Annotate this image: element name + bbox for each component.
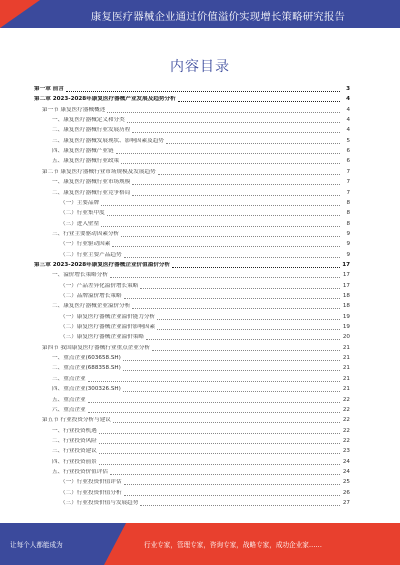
toc-page-number: 4 — [346, 117, 350, 124]
header-accent-shape — [0, 0, 40, 28]
toc-page-number: 9 — [346, 241, 350, 248]
toc-page-number: 24 — [342, 458, 350, 465]
toc-entry-title: 二、康复医疗器械企业溢价分析 — [52, 303, 131, 310]
toc-page-number: 8 — [346, 220, 350, 227]
toc-leader-dots — [140, 505, 340, 506]
toc-entry[interactable] — [34, 165, 350, 176]
toc-entry[interactable] — [34, 248, 350, 259]
toc-entry[interactable] — [34, 434, 350, 445]
toc-entry-title: （二）康复医疗器械企业溢价影响因素 — [60, 324, 156, 331]
toc-page-number: 23 — [342, 448, 350, 455]
toc-entry-title: 一、行业投资机遇 — [52, 427, 97, 434]
toc-entry[interactable] — [34, 196, 350, 207]
toc-page-number: 22 — [342, 437, 350, 444]
toc-entry-title: 一、重点企业(603658.SH) — [52, 355, 121, 362]
toc-entry[interactable] — [34, 393, 350, 404]
toc-page-number: 4 — [346, 127, 350, 134]
toc-entry-title: （一）行业驱动因素 — [60, 241, 111, 248]
toc-heading: 内容目录 — [170, 59, 230, 75]
toc-page-number: 9 — [346, 230, 350, 237]
toc-page-number: 17 — [342, 261, 350, 268]
toc-entry-title: （一）主要品牌 — [60, 199, 100, 206]
toc-entry[interactable] — [34, 299, 350, 310]
toc-entry-title: 第三章 2023-2028年康复医疗器械企业价值溢价分析 — [34, 261, 171, 268]
report-title: 康复医疗器械企业通过价值溢价实现增长策略研究报告 — [90, 11, 346, 23]
toc-entry-title: 一、康复医疗器械行业市场规模 — [52, 179, 131, 186]
toc-entry[interactable] — [34, 217, 350, 228]
toc-entry[interactable] — [34, 310, 350, 321]
toc-page-number: 7 — [346, 179, 350, 186]
toc-entry-title: （三）行业投资价值与发展趋势 — [60, 500, 139, 506]
toc-page-number: 21 — [342, 365, 350, 372]
toc-entry-title: 三、行业主要驱动因素分析 — [52, 230, 120, 237]
toc-entry[interactable] — [34, 351, 350, 362]
toc-page-number: 18 — [342, 293, 350, 299]
toc-entry-title: （二）行业集中度 — [60, 210, 105, 217]
toc-page-number: 21 — [342, 375, 350, 382]
toc-entry-title: （二）行业投资价值分析 — [60, 489, 122, 496]
toc-page-number: 17 — [342, 272, 350, 279]
toc-entry[interactable] — [34, 330, 350, 341]
toc-page-number: 19 — [342, 324, 350, 331]
toc-entry[interactable] — [34, 123, 350, 134]
toc-page-number: 22 — [342, 396, 350, 403]
toc-entry[interactable] — [34, 186, 350, 197]
toc-entry-title: 一、康复医疗器械定义和分类 — [52, 117, 125, 124]
toc-entry[interactable] — [34, 113, 350, 124]
toc-page-number: 22 — [342, 406, 350, 413]
toc-page-number: 4 — [346, 96, 350, 103]
toc-entry-title: （三）康复医疗器械企业溢价策略 — [60, 334, 144, 341]
toc-entry-title: （一）行业投资价值评估 — [60, 479, 122, 486]
table-of-contents — [34, 82, 350, 516]
toc-page-number: 21 — [342, 344, 350, 351]
toc-entry-title: 三、重点企业 — [52, 375, 86, 382]
toc-page-number: 7 — [346, 189, 350, 196]
footer-tagline: 行业专家，管理专家，咨询专家，战略专家，成功企业家…… — [144, 541, 323, 549]
toc-page-number: 18 — [342, 303, 350, 310]
toc-entry-title: 第一节 康复医疗器械概述 — [42, 106, 106, 113]
toc-entry[interactable] — [34, 279, 350, 290]
toc-entry-title: （一）产品差异化溢价增长策略 — [60, 282, 139, 289]
toc-entry-title: 第一章 前言 — [34, 86, 64, 92]
toc-page-number: 8 — [346, 199, 350, 206]
toc-page-number: 25 — [342, 479, 350, 486]
toc-entry-title: （一）康复医疗器械企业溢价能力分析 — [60, 313, 156, 320]
toc-entry-title: 第四节 我国康复医疗器械行业重点企业分析 — [42, 344, 151, 351]
toc-entry[interactable] — [34, 144, 350, 155]
footer-accent-shape — [104, 523, 126, 565]
toc-page-number: 8 — [346, 210, 350, 217]
toc-entry[interactable] — [34, 103, 350, 114]
toc-entry[interactable] — [34, 486, 350, 497]
footer-slogan: 让每个人都能成为 — [10, 541, 63, 549]
page-header — [0, 0, 400, 28]
toc-page-number: 7 — [346, 168, 350, 175]
toc-entry-title: （三）进入壁垒 — [60, 220, 100, 227]
toc-entry[interactable] — [34, 475, 350, 486]
toc-page-number: 19 — [342, 313, 350, 320]
toc-page-number: 20 — [342, 334, 350, 341]
toc-entry[interactable] — [34, 237, 350, 248]
page-footer — [0, 523, 400, 565]
toc-page-number: 21 — [342, 386, 350, 393]
toc-entry-title: 三、行业投资建议 — [52, 448, 97, 455]
toc-entry-title: 二、行业投资风险 — [52, 437, 97, 444]
toc-entry[interactable] — [34, 372, 350, 383]
toc-entry-title: 五、行业投资价值评估 — [52, 468, 108, 475]
toc-entry[interactable] — [34, 424, 350, 435]
toc-entry[interactable] — [34, 455, 350, 466]
toc-entry-title: 四、重点企业(300326.SH) — [52, 386, 121, 393]
toc-entry-title: 二、康复医疗器械行业发展历程 — [52, 127, 131, 134]
toc-entry[interactable] — [34, 154, 350, 165]
toc-page-number: 5 — [346, 137, 350, 144]
toc-page-number: 22 — [342, 427, 350, 434]
toc-page-number: 3 — [346, 86, 350, 92]
toc-entry-title: 五、康复医疗器械行业政策 — [52, 158, 120, 165]
toc-entry[interactable] — [34, 413, 350, 424]
toc-entry-title: 第二章 2023-2028年康复医疗器械产业发展及趋势分析 — [34, 96, 176, 103]
toc-entry[interactable] — [34, 382, 350, 393]
toc-page-number: 24 — [342, 468, 350, 475]
toc-page-number: 26 — [342, 489, 350, 496]
toc-entry[interactable] — [34, 444, 350, 455]
toc-page-number: 27 — [342, 500, 350, 506]
toc-entry-title: 六、重点企业 — [52, 406, 86, 413]
toc-entry-title: 一、溢价增长策略分析 — [52, 272, 108, 279]
toc-entry[interactable] — [34, 465, 350, 476]
toc-page-number: 21 — [342, 355, 350, 362]
toc-entry-title: 四、行业投资前景 — [52, 458, 97, 465]
toc-entry-title: 五、重点企业 — [52, 396, 86, 403]
toc-page-number: 17 — [342, 282, 350, 289]
toc-entry-title: 第五节 行业投资分析与建议 — [42, 417, 111, 424]
toc-entry[interactable] — [34, 258, 350, 269]
toc-entry-title: 四、康复医疗器械产业链 — [52, 148, 114, 155]
toc-page-number: 6 — [346, 148, 350, 155]
toc-page-number: 6 — [346, 158, 350, 165]
toc-entry[interactable] — [34, 496, 350, 507]
toc-entry[interactable] — [34, 341, 350, 352]
toc-page-number: 4 — [346, 106, 350, 113]
toc-entry-title: 二、康复医疗器械行业竞争格局 — [52, 189, 131, 196]
toc-entry[interactable] — [34, 175, 350, 186]
toc-entry[interactable] — [34, 134, 350, 145]
toc-entry-title: （二）行业主要产品趋势 — [60, 251, 122, 258]
toc-entry[interactable] — [34, 289, 350, 300]
toc-page-number: 9 — [346, 251, 350, 258]
toc-entry-title: （二）品牌溢价增长策略 — [60, 293, 122, 299]
toc-entry[interactable] — [34, 82, 350, 93]
toc-page-number: 22 — [342, 417, 350, 424]
toc-entry-title: 二、重点企业(688358.SH) — [52, 365, 121, 372]
toc-entry[interactable] — [34, 206, 350, 217]
toc-entry[interactable] — [34, 268, 350, 279]
toc-entry[interactable] — [34, 361, 350, 372]
toc-entry[interactable] — [34, 92, 350, 103]
toc-entry[interactable] — [34, 227, 350, 238]
toc-entry[interactable] — [34, 403, 350, 414]
toc-entry-title: 第二节 康复医疗器械行业市场规模及发展趋势 — [42, 168, 156, 175]
toc-entry[interactable] — [34, 320, 350, 331]
toc-entry-title: 三、康复医疗器械发展现状、影响因素及趋势 — [52, 137, 164, 144]
